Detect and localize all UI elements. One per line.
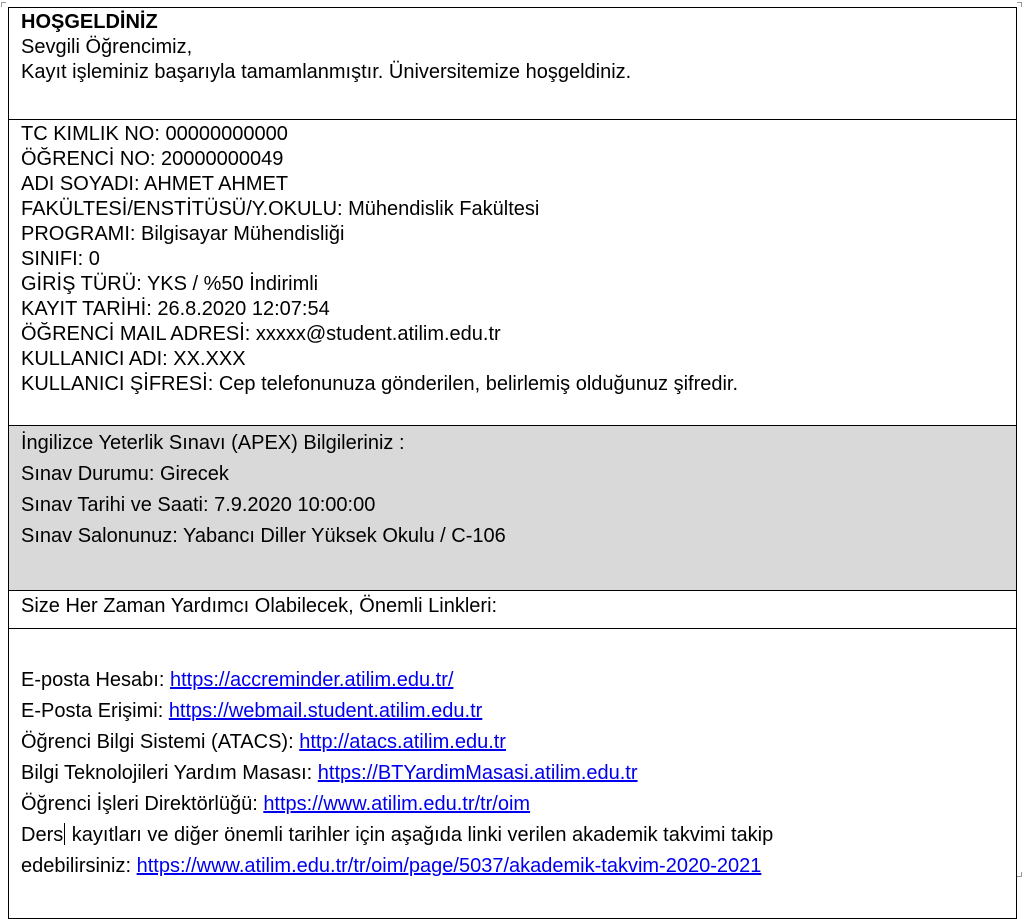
- apex-heading: İngilizce Yeterlik Sınavı (APEX) Bilgileriniz :: [21, 432, 405, 454]
- link-ogrenci-isleri[interactable]: https://www.atilim.edu.tr/tr/oim: [263, 793, 531, 815]
- student-info-cell: [9, 120, 1017, 426]
- welcome-cell: [9, 8, 1017, 120]
- calendar-note-text: kayıtları ve diğer önemli tarihler için aşağıda linki verilen akademik takvimi takip: [66, 824, 774, 846]
- link-label: E-Posta Erişimi:: [21, 700, 169, 722]
- link-bt-yardim-masasi[interactable]: https://BTYardimMasasi.atilim.edu.tr: [317, 762, 638, 784]
- link-eposta-erisimi[interactable]: https://webmail.student.atilim.edu.tr: [168, 700, 483, 722]
- info-adi-soyadi: ADI SOYADI: AHMET AHMET: [21, 173, 289, 195]
- apex-info-cell: [9, 426, 1017, 591]
- apex-exam-datetime: Sınav Tarihi ve Saati: 7.9.2020 10:00:00: [21, 494, 376, 516]
- link-row-atacs: [21, 727, 1016, 758]
- calendar-note-line-2: [21, 851, 1016, 882]
- page-corner-mark-bottom-right: [1017, 872, 1022, 877]
- link-label: Bilgi Teknolojileri Yardım Masası:: [21, 762, 318, 784]
- welcome-message: Kayıt işleminiz başarıyla tamamlanmıştır. Üniversitemize hoşgeldiniz.: [21, 61, 632, 83]
- page-corner-mark-top-right: [1017, 2, 1022, 7]
- links-cell: [9, 629, 1017, 919]
- info-tc-kimlik: TC KIMLIK NO: 00000000000: [21, 123, 288, 145]
- info-sinif: SINIFI: 0: [21, 248, 100, 270]
- link-eposta-hesabi[interactable]: https://accreminder.atilim.edu.tr/: [169, 669, 454, 691]
- links-heading: Size Her Zaman Yardımcı Olabilecek, Önemli Linkleri:: [21, 595, 498, 617]
- link-label: Öğrenci Bilgi Sistemi (ATACS):: [21, 731, 300, 753]
- info-fakulte: FAKÜLTESİ/ENSTİTÜSÜ/Y.OKULU: Mühendislik Fakültesi: [21, 198, 540, 220]
- link-row-eposta-erisimi: [21, 696, 1016, 727]
- registration-document-table: [8, 7, 1017, 919]
- link-label: E-posta Hesabı:: [21, 669, 170, 691]
- info-kullanici-sifresi: KULLANICI ŞİFRESİ: Cep telefonunuza gönderilen, belirlemiş olduğunuz şifredir.: [21, 373, 739, 395]
- link-atacs[interactable]: http://atacs.atilim.edu.tr: [299, 731, 506, 753]
- link-row-eposta-hesabi: [21, 665, 1016, 696]
- apex-exam-status: Sınav Durumu: Girecek: [21, 463, 229, 485]
- info-program: PROGRAMI: Bilgisayar Mühendisliği: [21, 223, 345, 245]
- calendar-note-first-word: Ders: [21, 824, 64, 846]
- info-mail-adresi: ÖĞRENCİ MAIL ADRESİ: xxxxx@student.atilim.edu.tr: [21, 323, 501, 345]
- info-kayit-tarihi: KAYIT TARİHİ: 26.8.2020 12:07:54: [21, 298, 330, 320]
- info-giris-turu: GİRİŞ TÜRÜ: YKS / %50 İndirimli: [21, 273, 319, 295]
- link-row-ogrenci-isleri: [21, 789, 1016, 820]
- welcome-heading: HOŞGELDİNİZ: [21, 11, 158, 33]
- link-akademik-takvim[interactable]: https://www.atilim.edu.tr/tr/oim/page/5037/akademik-takvim-2020-2021: [136, 855, 762, 877]
- links-heading-cell: [9, 591, 1017, 629]
- calendar-note-label: edebilirsiniz:: [21, 855, 137, 877]
- link-label: Öğrenci İşleri Direktörlüğü:: [21, 793, 264, 815]
- welcome-greeting: Sevgili Öğrencimiz,: [21, 36, 193, 58]
- info-kullanici-adi: KULLANICI ADI: XX.XXX: [21, 348, 246, 370]
- page-corner-mark-top-left: [1, 2, 6, 7]
- apex-exam-room: Sınav Salonunuz: Yabancı Diller Yüksek Okulu / C-106: [21, 525, 506, 547]
- info-ogrenci-no: ÖĞRENCİ NO: 20000000049: [21, 148, 284, 170]
- calendar-note-line-1: [21, 820, 1016, 851]
- link-row-bt-yardim-masasi: [21, 758, 1016, 789]
